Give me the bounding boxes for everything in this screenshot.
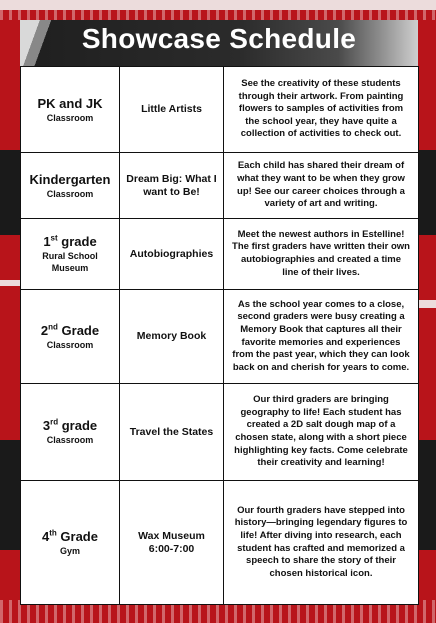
location-label: Classroom xyxy=(46,112,94,123)
grade-cell xyxy=(21,481,120,605)
grade-label: Kindergarten xyxy=(29,171,111,187)
schedule-table xyxy=(20,66,419,605)
activity-cell xyxy=(120,481,224,605)
white-streak xyxy=(0,280,20,286)
grade-cell xyxy=(21,384,120,481)
title-banner xyxy=(20,20,418,66)
white-streak xyxy=(0,0,436,10)
description-cell: Our third graders are bringing geography to life! Each student has created a 2D salt dough map of a chosen state, along with a short piece highlighting key facts. Come celebrate their creativity and learning! xyxy=(224,384,419,481)
grade-cell xyxy=(21,153,120,219)
location-label: Rural School Museum xyxy=(42,251,98,273)
grade-cell xyxy=(21,67,120,153)
location-label: Classroom xyxy=(46,435,94,445)
white-streak xyxy=(418,300,436,308)
activity-time: 6:00-7:00 xyxy=(148,542,195,555)
description-cell: Meet the newest authors in Estelline! The first graders have written their own autobiographies and created a time line of their lives. xyxy=(224,219,419,290)
activity-cell: Travel the States xyxy=(120,384,224,481)
description-cell: Each child has shared their dream of what they want to be when they grow up! See our career choices through a variety of art and writing. xyxy=(224,153,419,219)
activity-cell: Memory Book xyxy=(120,290,224,384)
description-cell: Our fourth graders have stepped into history—bringing legendary figures to life! After diving into research, each student has crafted and memorized a speech to share the story of their chosen historical icon. xyxy=(224,481,419,605)
grade-label: 1st grade xyxy=(43,233,97,249)
table-row xyxy=(21,219,419,290)
description-cell: As the school year comes to a close, second graders were busy creating a Memory Book that captures all their favorite memories and experiences from the past year, which they can look back on and cherish for years to come. xyxy=(224,290,419,384)
grade-label: 2nd Grade xyxy=(40,322,100,338)
page-title: Showcase Schedule xyxy=(81,23,357,54)
grade-label: 3rd grade xyxy=(42,417,98,433)
table-row xyxy=(21,153,419,219)
activity-cell: Little Artists xyxy=(120,67,224,153)
location-label: Gym xyxy=(59,545,80,556)
location-label: Classroom xyxy=(46,339,94,350)
activity-cell: Autobiographies xyxy=(120,219,224,290)
grunge-texture xyxy=(0,10,436,20)
description-cell: See the creativity of these students through their artwork. From painting flowers to samples of activities from the school year, they have quite a collection of activities to check out. xyxy=(224,67,419,153)
activity-cell: Dream Big: What I want to Be! xyxy=(120,153,224,219)
table-row xyxy=(21,290,419,384)
table-row xyxy=(21,67,419,153)
location-label: Classroom xyxy=(46,188,94,199)
activity-name: Wax Museum xyxy=(138,529,205,542)
grade-label: PK and JK xyxy=(37,95,103,111)
table-row xyxy=(21,384,419,481)
grade-label: 4th Grade xyxy=(42,528,98,544)
table-row xyxy=(21,481,419,605)
grade-cell xyxy=(21,219,120,290)
grade-cell xyxy=(21,290,120,384)
